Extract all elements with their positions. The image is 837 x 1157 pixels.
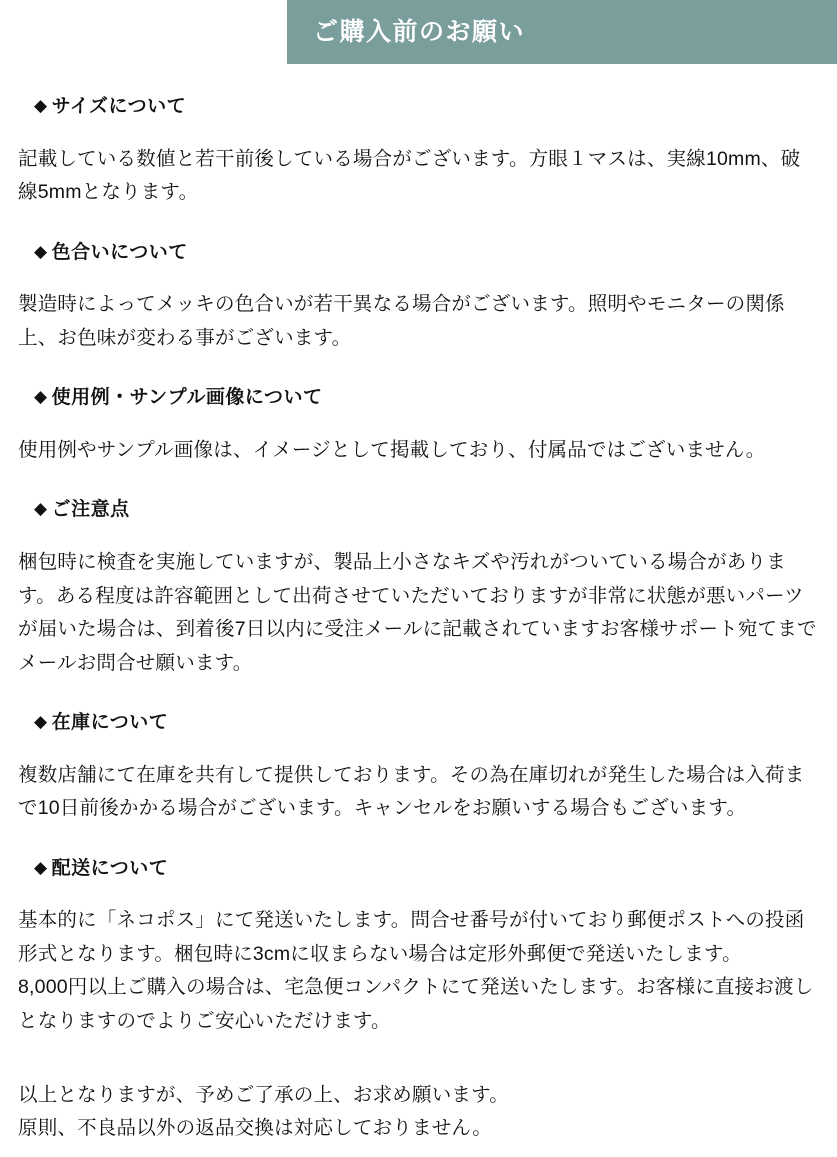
section-body-sample-image <box>18 434 819 468</box>
section-body-stock <box>18 759 819 826</box>
page-header <box>0 0 837 64</box>
header-title-band <box>287 0 837 64</box>
section-color <box>18 240 819 356</box>
diamond-bullet-icon: ◆ <box>34 857 48 877</box>
paragraph: 基本的に「ネコポス」にて発送いたします。問合せ番号が付いており郵便ポストへの投函形式となります。梱包時に3cmに収まらない場合は定形外郵便で発送いたします。 <box>18 909 805 965</box>
section-heading-color <box>18 240 819 267</box>
diamond-bullet-icon: ◆ <box>34 712 48 732</box>
header-left-spacer <box>0 0 287 64</box>
section-heading-label: サイズについて <box>51 96 187 117</box>
page-title: ご購入前のお願い <box>313 17 526 46</box>
section-heading-size <box>18 94 819 121</box>
section-body-cautions <box>18 546 819 680</box>
notice-content <box>0 94 837 1146</box>
paragraph: 複数店舗にて在庫を共有して提供しております。その為在庫切れが発生した場合は入荷まで10日前後かかる場合がございます。キャンセルをお願いする場合もございます。 <box>18 763 805 820</box>
section-heading-shipping <box>18 856 819 883</box>
section-heading-label: 使用例・サンプル画像について <box>51 387 323 409</box>
diamond-bullet-icon: ◆ <box>34 387 48 407</box>
section-stock <box>18 710 819 826</box>
closing-line-2: 原則、不良品以外の返品交換は対応しておりません。 <box>18 1117 492 1140</box>
section-sample-image <box>18 385 819 467</box>
section-heading-stock <box>18 710 819 737</box>
section-heading-label: 配送について <box>51 857 169 879</box>
section-size <box>18 94 819 210</box>
section-body-color <box>18 288 819 355</box>
paragraph: 梱包時に検査を実施していますが、製品上小さなキズや汚れがついている場合があります。ある程度は許容範囲として出荷させていただいておりますが非常に状態が悪いパーツが届いた場合は、到着後7日以内に受注メールに記載されていますお客様サポート宛てまでメールお問合せ願います。 <box>18 551 817 674</box>
paragraph: 製造時によってメッキの色合いが若干異なる場合がございます。照明やモニターの関係上、お色味が変わる事がございます。 <box>18 293 785 349</box>
section-body-size <box>18 143 819 210</box>
diamond-bullet-icon: ◆ <box>34 499 48 519</box>
diamond-bullet-icon: ◆ <box>34 241 48 261</box>
section-heading-label: ご注意点 <box>51 499 130 521</box>
paragraph: 記載している数値と若干前後している場合がございます。方眼１マスは、実線10mm、破線5mmとなります。 <box>18 147 801 204</box>
closing-line-1: 以上となりますが、予めご了承の上、お求め願います。 <box>18 1083 509 1106</box>
section-heading-label: 在庫について <box>51 712 169 734</box>
section-heading-label: 色合いについて <box>51 241 188 263</box>
section-body-shipping <box>18 904 819 1038</box>
section-shipping <box>18 856 819 1039</box>
paragraph: 使用例やサンプル画像は、イメージとして掲載しており、付属品ではございません。 <box>18 438 766 461</box>
diamond-bullet-icon: ◆ <box>34 96 48 115</box>
paragraph: 8,000円以上ご購入の場合は、宅急便コンパクトにて発送いたします。お客様に直接お渡しとなりますのでよりご安心いただけます。 <box>18 976 814 1032</box>
section-cautions <box>18 497 819 680</box>
section-heading-sample-image <box>18 385 819 412</box>
closing-note <box>18 1079 819 1146</box>
section-heading-cautions <box>18 497 819 524</box>
